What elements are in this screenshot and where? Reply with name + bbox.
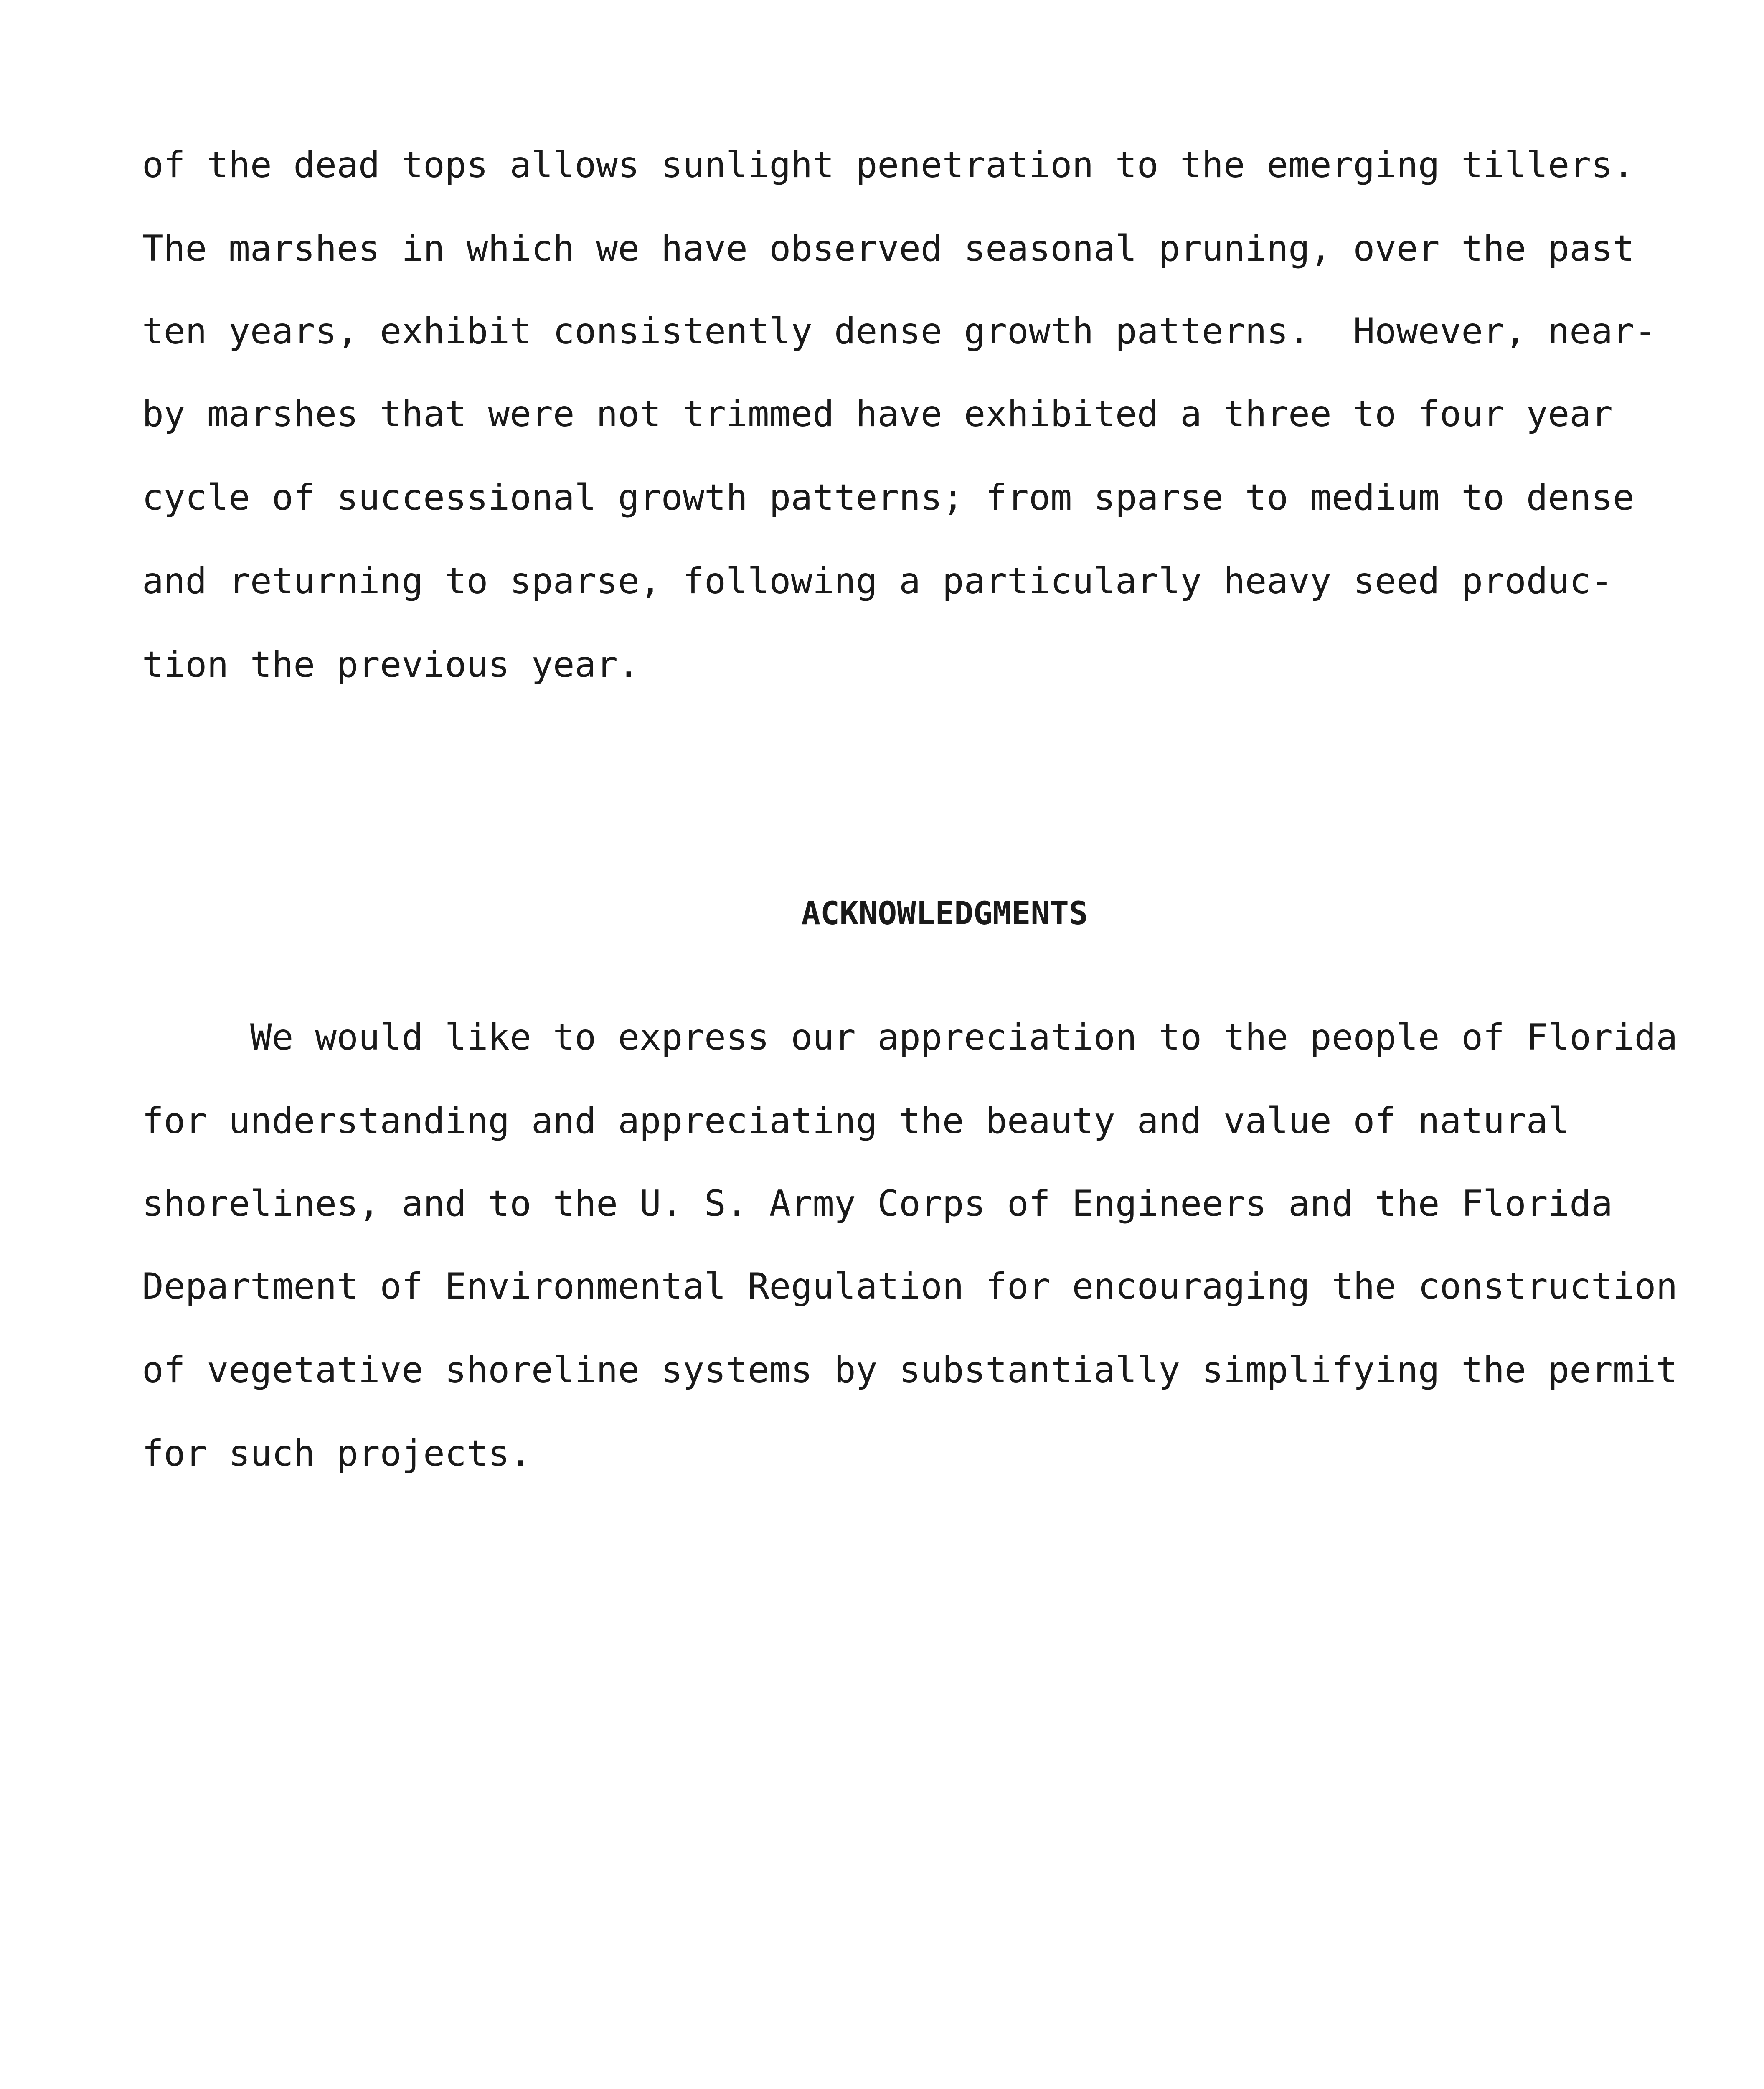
paragraph-line: for such projects. [142, 1433, 531, 1474]
paragraph-line: Department of Environmental Regulation for encouraging the construction [142, 1266, 1678, 1307]
paragraph-line: cycle of successional growth patterns; from sparse to medium to dense [142, 477, 1635, 518]
paragraph-line: by marshes that were not trimmed have exhibited a three to four year [142, 393, 1613, 435]
paragraph-line: and returning to sparse, following a particularly heavy seed produc- [142, 560, 1613, 602]
paragraph-line: shorelines, and to the U. S. Army Corps of Engineers and the Florida [142, 1183, 1613, 1225]
paragraph-line: of the dead tops allows sunlight penetration to the emerging tillers. [142, 144, 1635, 186]
paragraph-line: tion the previous year. [142, 644, 640, 686]
paragraph-line: of vegetative shoreline systems by substantially simplifying the permit [142, 1349, 1678, 1391]
acknowledgments-heading: ACKNOWLEDGMENTS [801, 895, 1088, 932]
paragraph-line: ten years, exhibit consistently dense growth patterns. However, near- [142, 310, 1656, 352]
paragraph-line: We would like to express our appreciation to the people of Florida [142, 1017, 1678, 1058]
paragraph-line: The marshes in which we have observed seasonal pruning, over the past [142, 228, 1635, 269]
paragraph-line: for understanding and appreciating the beauty and value of natural [142, 1100, 1570, 1142]
